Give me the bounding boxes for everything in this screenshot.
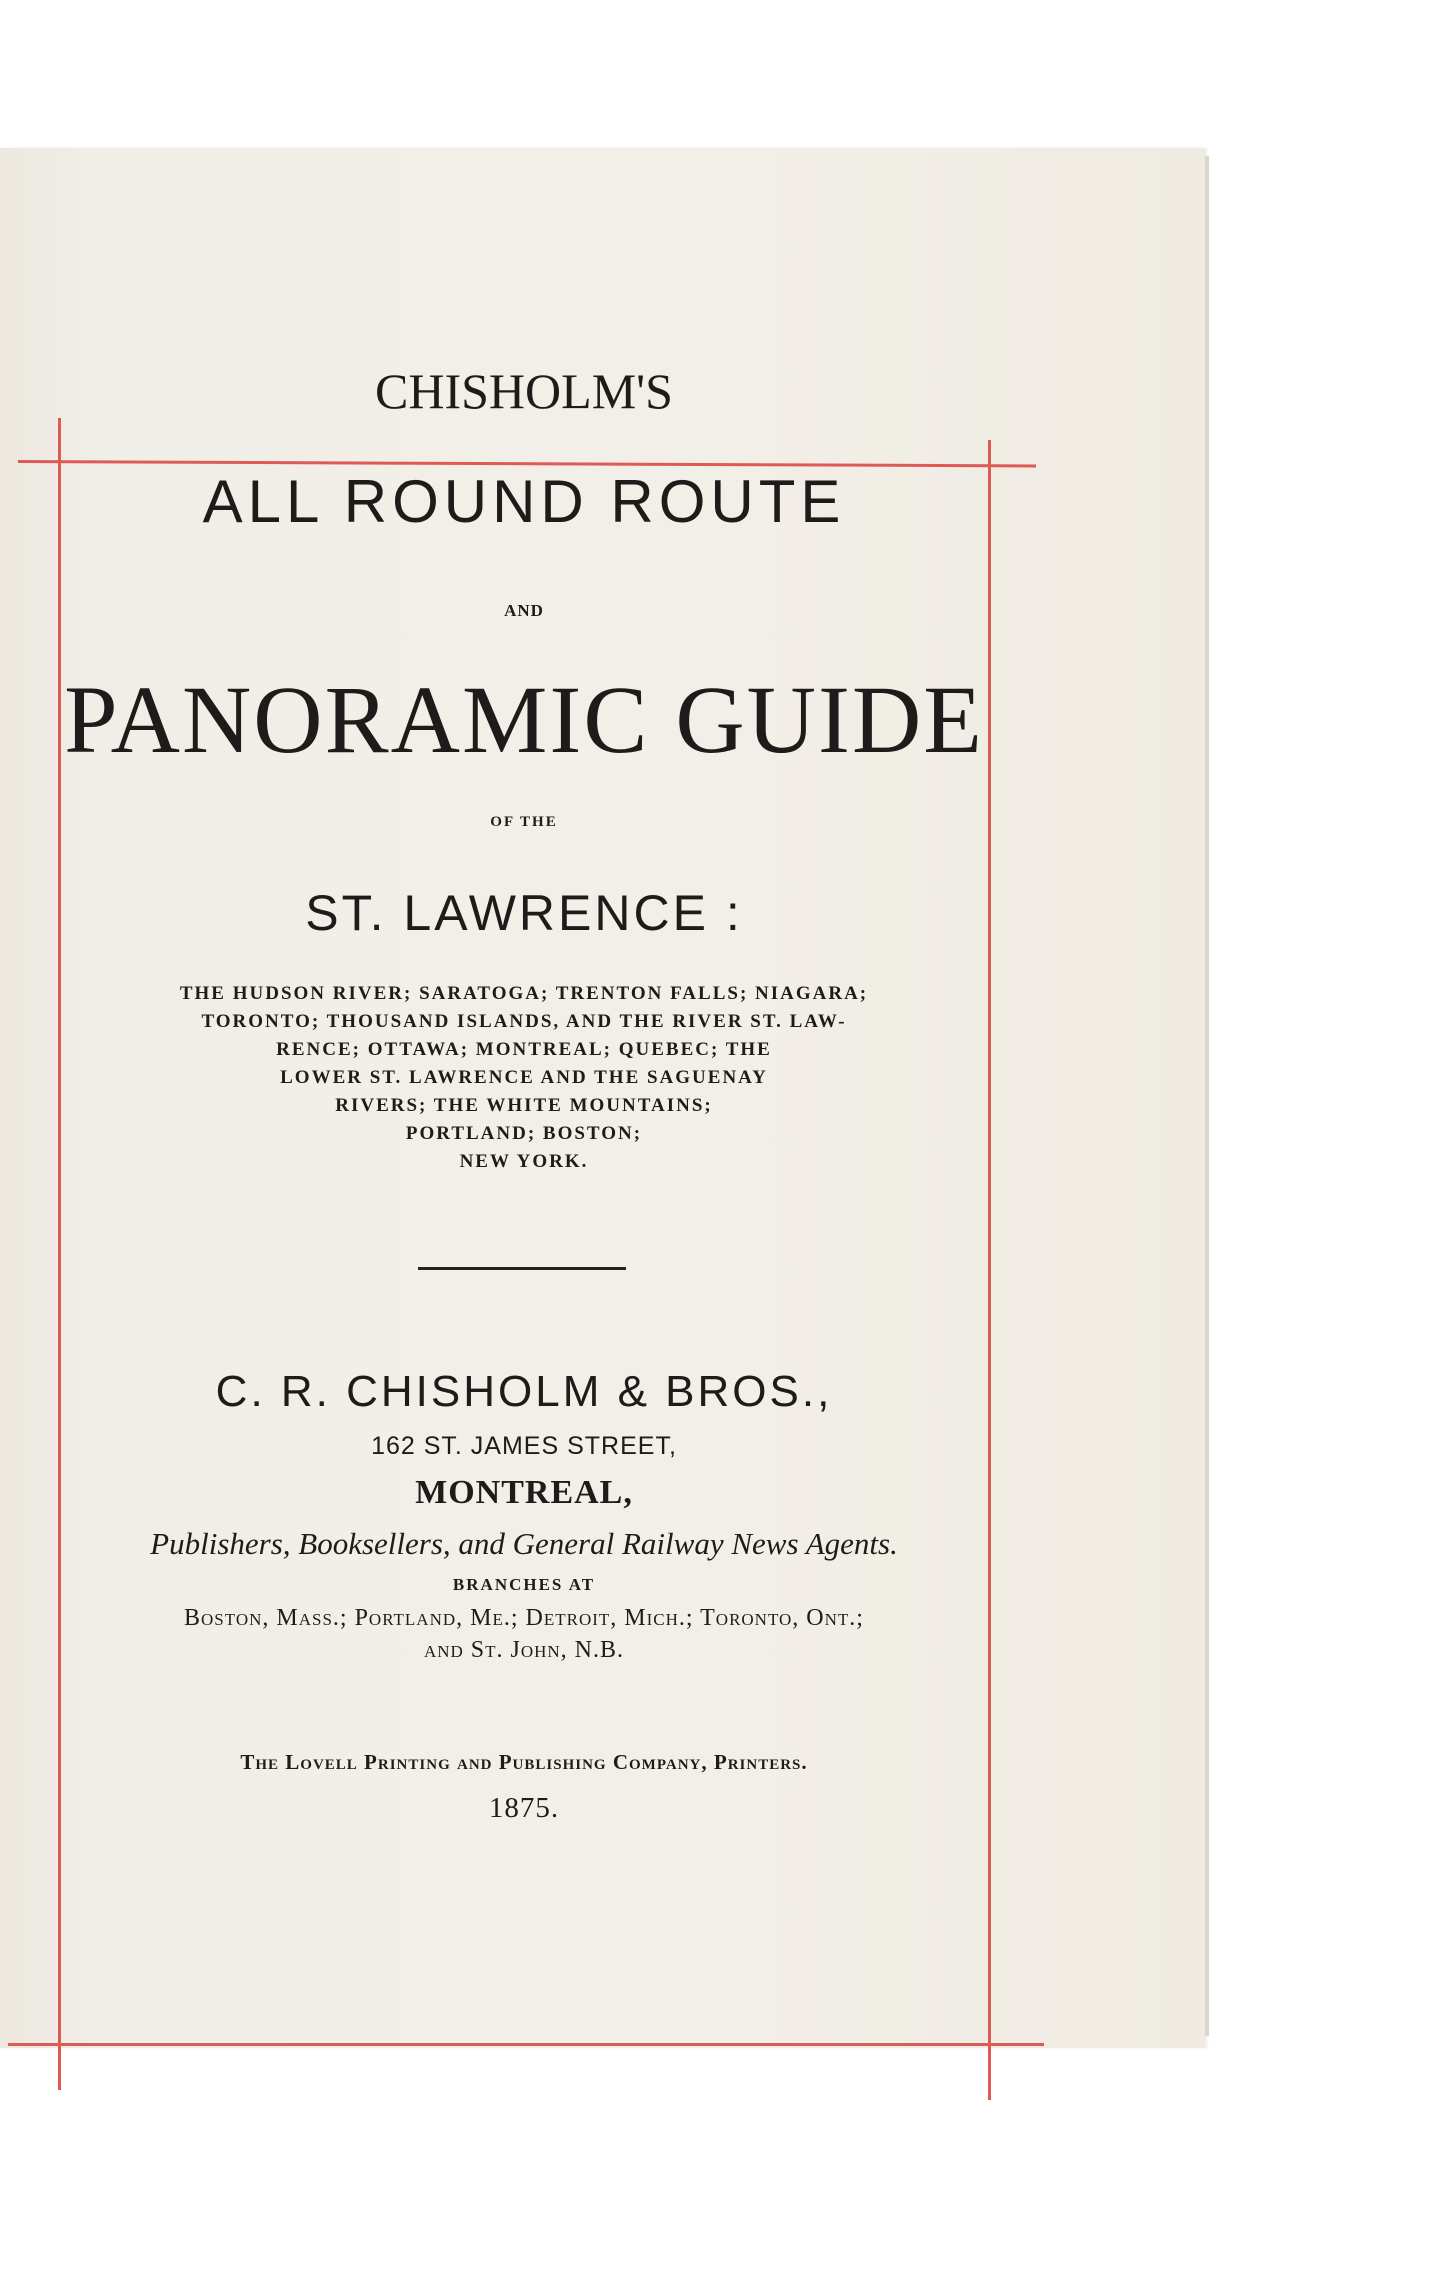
destinations-line: RENCE; OTTAWA; MONTREAL; QUEBEC; THE <box>276 1039 772 1060</box>
destinations-line: LOWER ST. LAWRENCE AND THE SAGUENAY <box>280 1067 768 1088</box>
title-line-all-round-route: ALL ROUND ROUTE <box>202 468 846 535</box>
publication-year: 1875. <box>488 1792 560 1824</box>
destinations-line: NEW YORK. <box>459 1151 589 1172</box>
branches-list-line: Boston, Mass.; Portland, Me.; Detroit, Mich.; Toronto, Ont.; <box>184 1605 864 1631</box>
destinations-line: TORONTO; THOUSAND ISLANDS, AND THE RIVER ST. LAW- <box>201 1011 847 1032</box>
destinations-line: THE HUDSON RIVER; SARATOGA; TRENTON FALLS; NIAGARA; <box>179 983 869 1004</box>
title-line-st-lawrence: ST. LAWRENCE : <box>305 885 743 941</box>
border-rule-left <box>58 418 61 2090</box>
destinations-line: PORTLAND; BOSTON; <box>405 1123 643 1144</box>
section-divider <box>418 1267 626 1270</box>
border-rule-bottom <box>8 2043 1044 2046</box>
branches-heading: BRANCHES AT <box>452 1575 596 1594</box>
title-line-and: AND <box>504 601 544 620</box>
title-line-of-the: OF THE <box>490 814 558 830</box>
printer-credit: The Lovell Printing and Publishing Company, Printers. <box>240 1750 808 1774</box>
border-rule-right <box>988 440 991 2100</box>
border-rule-top <box>18 460 1036 467</box>
destinations-block <box>60 980 988 1176</box>
destinations-line: RIVERS; THE WHITE MOUNTAINS; <box>335 1095 713 1116</box>
title-line-panoramic-guide: PANORAMIC GUIDE <box>64 666 984 773</box>
title-line-chisholms: CHISHOLM'S <box>375 363 673 419</box>
publisher-address: 162 ST. JAMES STREET, <box>371 1432 677 1460</box>
publisher-city: MONTREAL, <box>415 1474 633 1511</box>
publisher-tagline: Publishers, Booksellers, and General Railway News Agents. <box>150 1526 898 1561</box>
publisher-name: C. R. CHISHOLM & BROS., <box>215 1367 833 1416</box>
branches-list-line: and St. John, N.B. <box>423 1637 625 1663</box>
